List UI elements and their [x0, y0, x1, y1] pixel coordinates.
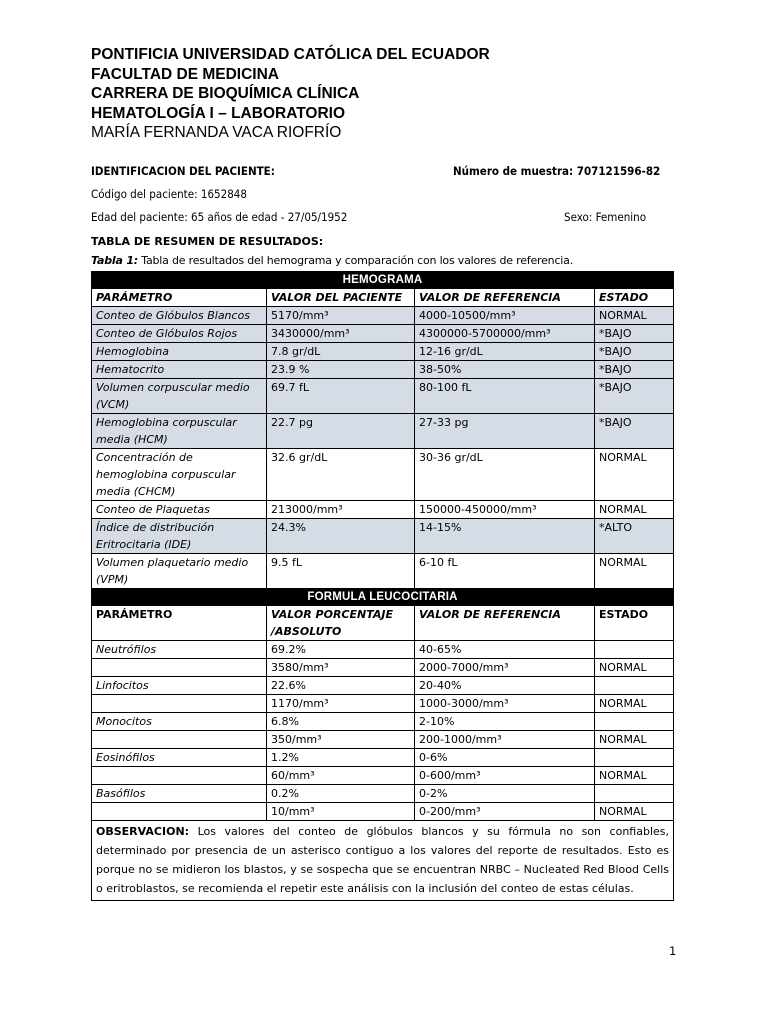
table-row [92, 731, 674, 749]
observation-cell [92, 821, 674, 901]
reference-cell: 200-1000/mm³ [415, 731, 595, 749]
table-row [92, 501, 674, 519]
parameter-cell [92, 695, 267, 713]
value-cell: 32.6 gr/dL [267, 449, 415, 501]
header-value: VALOR DEL PACIENTE [267, 289, 415, 307]
faculty-name: FACULTAD DE MEDICINA [91, 65, 279, 83]
status-cell: *BAJO [595, 343, 674, 361]
value-cell: 7.8 gr/dL [267, 343, 415, 361]
table-row [92, 361, 674, 379]
parameter-cell: Eosinófilos [92, 749, 267, 767]
status-cell: *BAJO [595, 379, 674, 414]
results-table [91, 271, 674, 901]
reference-cell: 4300000-5700000/mm³ [415, 325, 595, 343]
reference-cell: 0-200/mm³ [415, 803, 595, 821]
table-row [92, 414, 674, 449]
status-cell: *ALTO [595, 519, 674, 554]
reference-cell: 38-50% [415, 361, 595, 379]
header-status: ESTADO [595, 289, 674, 307]
reference-cell: 4000-10500/mm³ [415, 307, 595, 325]
course-name: HEMATOLOGÍA I – LABORATORIO [91, 104, 346, 122]
parameter-cell: Hemoglobina [92, 343, 267, 361]
reference-cell: 0-6% [415, 749, 595, 767]
status-cell: NORMAL [595, 695, 674, 713]
table-row [92, 519, 674, 554]
parameter-cell: Monocitos [92, 713, 267, 731]
reference-cell: 2000-7000/mm³ [415, 659, 595, 677]
value-cell: 1170/mm³ [267, 695, 415, 713]
patient-code: Código del paciente: 1652848 [91, 187, 247, 201]
value-cell: 3580/mm³ [267, 659, 415, 677]
caption-label: Tabla 1: [91, 254, 138, 267]
patient-info [91, 160, 671, 229]
parameter-cell: Basófilos [92, 785, 267, 803]
reference-cell: 1000-3000/mm³ [415, 695, 595, 713]
value-cell: 5170/mm³ [267, 307, 415, 325]
value-cell: 23.9 % [267, 361, 415, 379]
value-cell: 22.6% [267, 677, 415, 695]
header-parameter: PARÁMETRO [92, 289, 267, 307]
leucocitaria-section-title: FORMULA LEUCOCITARIA [92, 589, 674, 606]
table-row [92, 677, 674, 695]
status-cell: NORMAL [595, 501, 674, 519]
page-number: 1 [669, 944, 677, 958]
status-cell [595, 713, 674, 731]
value-cell: 24.3% [267, 519, 415, 554]
table-caption [91, 254, 573, 267]
hemograma-header-row [92, 289, 674, 307]
table-row [92, 785, 674, 803]
observation-row [92, 821, 674, 901]
status-cell: NORMAL [595, 449, 674, 501]
status-cell: *BAJO [595, 361, 674, 379]
header-status: ESTADO [595, 606, 674, 641]
caption-text: Tabla de resultados del hemograma y comparación con los valores de referencia. [137, 254, 573, 267]
header-value: VALOR PORCENTAJE /ABSOLUTO [267, 606, 415, 641]
status-cell: NORMAL [595, 554, 674, 589]
table-row [92, 641, 674, 659]
sample-number: Número de muestra: 707121596-82 [453, 164, 661, 178]
status-cell: NORMAL [595, 803, 674, 821]
reference-cell: 2-10% [415, 713, 595, 731]
status-cell [595, 785, 674, 803]
parameter-cell: Neutrófilos [92, 641, 267, 659]
table-row [92, 343, 674, 361]
reference-cell: 20-40% [415, 677, 595, 695]
value-cell: 60/mm³ [267, 767, 415, 785]
value-cell: 69.7 fL [267, 379, 415, 414]
status-cell: NORMAL [595, 659, 674, 677]
table-row [92, 554, 674, 589]
parameter-cell: Volumen corpuscular medio (VCM) [92, 379, 267, 414]
value-cell: 350/mm³ [267, 731, 415, 749]
table-row [92, 749, 674, 767]
reference-cell: 80-100 fL [415, 379, 595, 414]
patient-age: Edad del paciente: 65 años de edad - 27/05/1952 [91, 210, 348, 224]
value-cell: 22.7 pg [267, 414, 415, 449]
status-cell [595, 677, 674, 695]
value-cell: 3430000/mm³ [267, 325, 415, 343]
career-name: CARRERA DE BIOQUÍMICA CLÍNICA [91, 85, 360, 102]
university-name: PONTIFICIA UNIVERSIDAD CATÓLICA DEL ECUADOR [91, 46, 490, 63]
table-row [92, 449, 674, 501]
header-reference: VALOR DE REFERENCIA [415, 606, 595, 641]
status-cell [595, 749, 674, 767]
patient-id-label: IDENTIFICACION DEL PACIENTE: [91, 164, 275, 178]
value-cell: 6.8% [267, 713, 415, 731]
reference-cell: 30-36 gr/dL [415, 449, 595, 501]
status-cell: *BAJO [595, 414, 674, 449]
reference-cell: 0-2% [415, 785, 595, 803]
parameter-cell: Volumen plaquetario medio (VPM) [92, 554, 267, 589]
status-cell: *BAJO [595, 325, 674, 343]
hemograma-section-title: HEMOGRAMA [92, 272, 674, 289]
parameter-cell: Conteo de Glóbulos Rojos [92, 325, 267, 343]
table-row [92, 767, 674, 785]
table-row [92, 325, 674, 343]
header-parameter: PARÁMETRO [92, 606, 267, 641]
table-row [92, 803, 674, 821]
value-cell: 9.5 fL [267, 554, 415, 589]
reference-cell: 6-10 fL [415, 554, 595, 589]
reference-cell: 14-15% [415, 519, 595, 554]
value-cell: 69.2% [267, 641, 415, 659]
status-cell: NORMAL [595, 307, 674, 325]
parameter-cell: Conteo de Plaquetas [92, 501, 267, 519]
leucocitaria-header-row [92, 606, 674, 641]
reference-cell: 0-600/mm³ [415, 767, 595, 785]
summary-title: TABLA DE RESUMEN DE RESULTADOS: [91, 235, 324, 248]
value-cell: 1.2% [267, 749, 415, 767]
parameter-cell: Hematocrito [92, 361, 267, 379]
status-cell [595, 641, 674, 659]
parameter-cell [92, 731, 267, 749]
table-row [92, 695, 674, 713]
table-row [92, 307, 674, 325]
value-cell: 213000/mm³ [267, 501, 415, 519]
patient-sex: Sexo: Femenino [564, 210, 647, 224]
table-row [92, 713, 674, 731]
reference-cell: 150000-450000/mm³ [415, 501, 595, 519]
header-reference: VALOR DE REFERENCIA [415, 289, 595, 307]
reference-cell: 12-16 gr/dL [415, 343, 595, 361]
table-row [92, 379, 674, 414]
leucocitaria-section [92, 589, 674, 606]
parameter-cell: Índice de distribución Eritrocitaria (IDE) [92, 519, 267, 554]
observation-label: OBSERVACION: [96, 825, 190, 838]
reference-cell: 27-33 pg [415, 414, 595, 449]
document-header [91, 45, 490, 143]
parameter-cell [92, 767, 267, 785]
status-cell: NORMAL [595, 731, 674, 749]
observation-text: Los valores del conteo de glóbulos blancos y su fórmula no son confiables, determinado por presencia de un asterisco contiguo a los valores del reporte de resultados. Esto es porque no se midieron los blastos, y se sospecha que se encuentran NRBC – Nucleated Red Blood Cells o eritroblastos, se recomienda el repetir este análisis con la inclusión del conteo de estas células. [96, 825, 669, 895]
table-row [92, 659, 674, 677]
parameter-cell: Concentración de hemoglobina corpuscular media (CHCM) [92, 449, 267, 501]
value-cell: 10/mm³ [267, 803, 415, 821]
status-cell: NORMAL [595, 767, 674, 785]
parameter-cell: Conteo de Glóbulos Blancos [92, 307, 267, 325]
parameter-cell: Linfocitos [92, 677, 267, 695]
hemograma-section [92, 272, 674, 289]
reference-cell: 40-65% [415, 641, 595, 659]
value-cell: 0.2% [267, 785, 415, 803]
parameter-cell [92, 803, 267, 821]
author-name: MARÍA FERNANDA VACA RIOFRÍO [91, 124, 342, 141]
parameter-cell: Hemoglobina corpuscular media (HCM) [92, 414, 267, 449]
parameter-cell [92, 659, 267, 677]
